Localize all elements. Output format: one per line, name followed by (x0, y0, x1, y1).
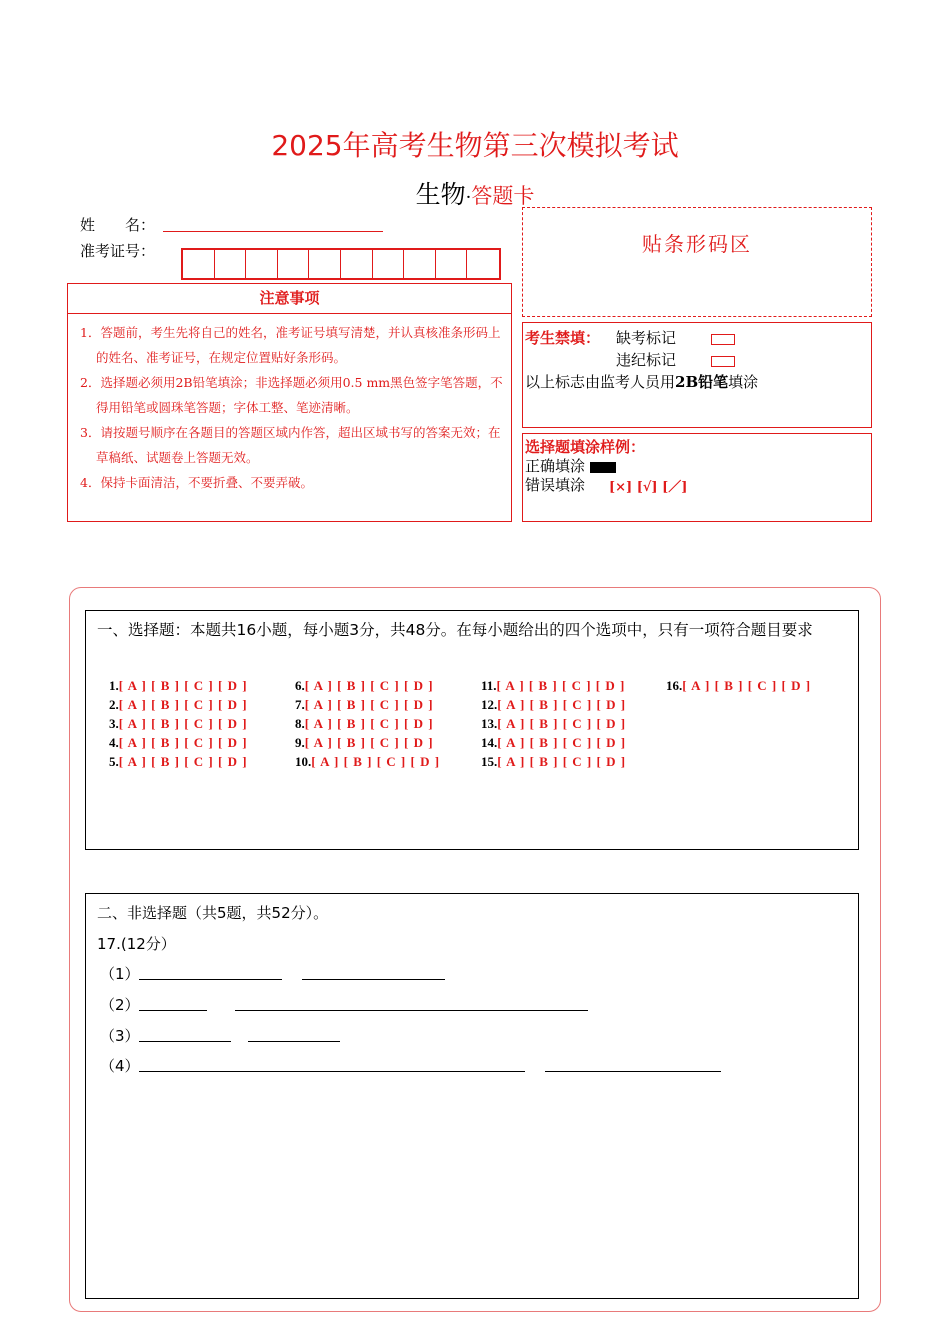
answer-line[interactable] (302, 979, 445, 980)
answer-options[interactable]: [ A ] [ B ] [ C ] [ D ] (304, 735, 434, 750)
question-number: 2. (109, 697, 119, 712)
subtitle-dot: · (465, 187, 472, 208)
choice-question (481, 752, 626, 771)
question-number: 3. (109, 716, 119, 731)
id-digit-box[interactable] (246, 250, 278, 278)
id-digit-box[interactable] (183, 250, 215, 278)
part-label: （1） (100, 965, 140, 983)
answer-line[interactable] (139, 1041, 231, 1042)
choice-question (109, 676, 248, 695)
answer-options[interactable]: [ A ] [ B ] [ C ] [ D ] (497, 735, 627, 750)
id-digit-box[interactable] (373, 250, 405, 278)
name-field[interactable] (163, 231, 383, 232)
proctor-note-bold: 2B铅笔 (675, 373, 729, 391)
choice-question (109, 695, 248, 714)
id-digit-box[interactable] (278, 250, 310, 278)
proctor-panel (522, 322, 872, 428)
choice-question (109, 752, 248, 771)
sample-label: 选择题填涂样例： (525, 438, 646, 456)
answer-options[interactable]: [ A ] [ B ] [ C ] [ D ] (682, 678, 812, 693)
choice-question (295, 676, 440, 695)
choice-column (481, 676, 626, 771)
notice-heading: 注意事项 (68, 284, 511, 314)
question-number: 10. (295, 754, 312, 769)
answer-options[interactable]: [ A ] [ B ] [ C ] [ D ] (497, 716, 627, 731)
question-number: 9. (295, 735, 305, 750)
correct-sample (525, 455, 616, 476)
answer-options[interactable]: [ A ] [ B ] [ C ] [ D ] (118, 735, 248, 750)
question-number: 13. (481, 716, 498, 731)
question-number: 8. (295, 716, 305, 731)
notice-item: 1．答题前，考生先将自己的姓名，准考证号填写清楚，并认真核准条形码上的姓名、准考证号，在规定位置贴好条形码。 (80, 325, 501, 365)
question-number: 11. (481, 678, 497, 693)
answer-line[interactable] (139, 1071, 525, 1072)
question-number: 15. (481, 754, 498, 769)
id-digit-box[interactable] (436, 250, 468, 278)
absent-label: 缺考标记 (616, 329, 677, 347)
choice-question (295, 752, 440, 771)
choice-question (666, 676, 811, 695)
choice-column (109, 676, 248, 771)
part-label: （2） (100, 996, 140, 1014)
question-number: 6. (295, 678, 305, 693)
answer-options[interactable]: [ A ] [ B ] [ C ] [ D ] (496, 678, 626, 693)
notice-item: 2．选择题必须用2B铅笔填涂；非选择题必须用0.5 mm黑色签字笔答题，不得用铅笔或圆珠笔答题；字体工整、笔迹清晰。 (80, 375, 503, 415)
question-number: 16. (666, 678, 683, 693)
question-number: 5. (109, 754, 119, 769)
barcode-area (522, 207, 872, 317)
barcode-label: 贴条形码区 (642, 232, 752, 256)
answer-line[interactable] (139, 1010, 207, 1011)
answer-options[interactable]: [ A ] [ B ] [ C ] [ D ] (304, 716, 434, 731)
id-digit-box[interactable] (404, 250, 436, 278)
choice-question (109, 733, 248, 752)
choice-question (481, 695, 626, 714)
exam-id-boxes[interactable] (181, 248, 501, 280)
proctor-note (525, 371, 758, 392)
choice-title: 一、选择题：本题共16小题，每小题3分，共48分。在每小题给出的四个选项中，只有一项符合题目要求 (97, 621, 813, 639)
free-title: 二、非选择题（共5题，共52分）。 (97, 904, 329, 922)
id-label: 准考证号： (80, 242, 156, 260)
choice-question (481, 714, 626, 733)
card-label: 答题卡 (471, 184, 535, 208)
absent-mark[interactable] (711, 334, 735, 345)
answer-line[interactable] (248, 1041, 340, 1042)
answer-line[interactable] (139, 979, 282, 980)
question-number: 12. (481, 697, 498, 712)
choice-column (295, 676, 440, 771)
fill-sample-panel (522, 433, 872, 522)
proctor-note-prefix: 以上标志由监考人员用 (525, 373, 676, 391)
proctor-label: 考生禁填： (525, 329, 601, 347)
proctor-note-suffix: 填涂 (728, 373, 759, 391)
notice-panel (67, 283, 512, 522)
violation-mark[interactable] (711, 356, 735, 367)
choice-column (666, 676, 811, 695)
answer-options[interactable]: [ A ] [ B ] [ C ] [ D ] (311, 754, 441, 769)
question-number: 1. (109, 678, 119, 693)
name-label: 姓 名： (80, 216, 156, 234)
answer-line[interactable] (235, 1010, 588, 1011)
choice-question (295, 733, 440, 752)
question-number: 4. (109, 735, 119, 750)
question-17-label: 17.(12分） (97, 935, 176, 953)
question-number: 7. (295, 697, 305, 712)
choice-question (481, 733, 626, 752)
wrong-label: 错误填涂 (525, 476, 586, 494)
subject-label: 生物 (415, 180, 466, 209)
notice-list (68, 314, 511, 495)
choice-question (295, 695, 440, 714)
notice-item: 4．保持卡面清洁，不要折叠、不要弄破。 (80, 475, 313, 490)
page-title: 2025年高考生物第三次模拟考试 (271, 129, 679, 162)
answer-options[interactable]: [ A ] [ B ] [ C ] [ D ] (118, 678, 248, 693)
question-number: 14. (481, 735, 498, 750)
id-digit-box[interactable] (467, 250, 499, 278)
wrong-sample (525, 474, 585, 495)
answer-options[interactable]: [ A ] [ B ] [ C ] [ D ] (497, 754, 627, 769)
choice-question (295, 714, 440, 733)
answer-options[interactable]: [ A ] [ B ] [ C ] [ D ] (304, 697, 434, 712)
id-digit-box[interactable] (215, 250, 247, 278)
answer-options[interactable]: [ A ] [ B ] [ C ] [ D ] (304, 678, 434, 693)
answer-options[interactable]: [ A ] [ B ] [ C ] [ D ] (118, 716, 248, 731)
violation-label: 违纪标记 (616, 351, 677, 369)
free-response-section (85, 893, 859, 1299)
answer-options[interactable]: [ A ] [ B ] [ C ] [ D ] (497, 697, 627, 712)
answer-options[interactable]: [ A ] [ B ] [ C ] [ D ] (118, 754, 248, 769)
answer-options[interactable]: [ A ] [ B ] [ C ] [ D ] (118, 697, 248, 712)
filled-mark-icon (590, 462, 616, 473)
wrong-marks: [×] [√] [／] (609, 480, 688, 495)
choice-question (481, 676, 626, 695)
correct-label: 正确填涂 (525, 457, 586, 475)
id-digit-box[interactable] (309, 250, 341, 278)
notice-item: 3．请按题号顺序在各题目的答题区域内作答，超出区域书写的答案无效；在草稿纸、试题卷上答题无效。 (80, 425, 501, 465)
part-label: （3） (100, 1027, 140, 1045)
id-digit-box[interactable] (341, 250, 373, 278)
answer-line[interactable] (545, 1071, 721, 1072)
choice-question (109, 714, 248, 733)
page-subtitle (0, 175, 950, 211)
part-label: （4） (100, 1057, 140, 1075)
